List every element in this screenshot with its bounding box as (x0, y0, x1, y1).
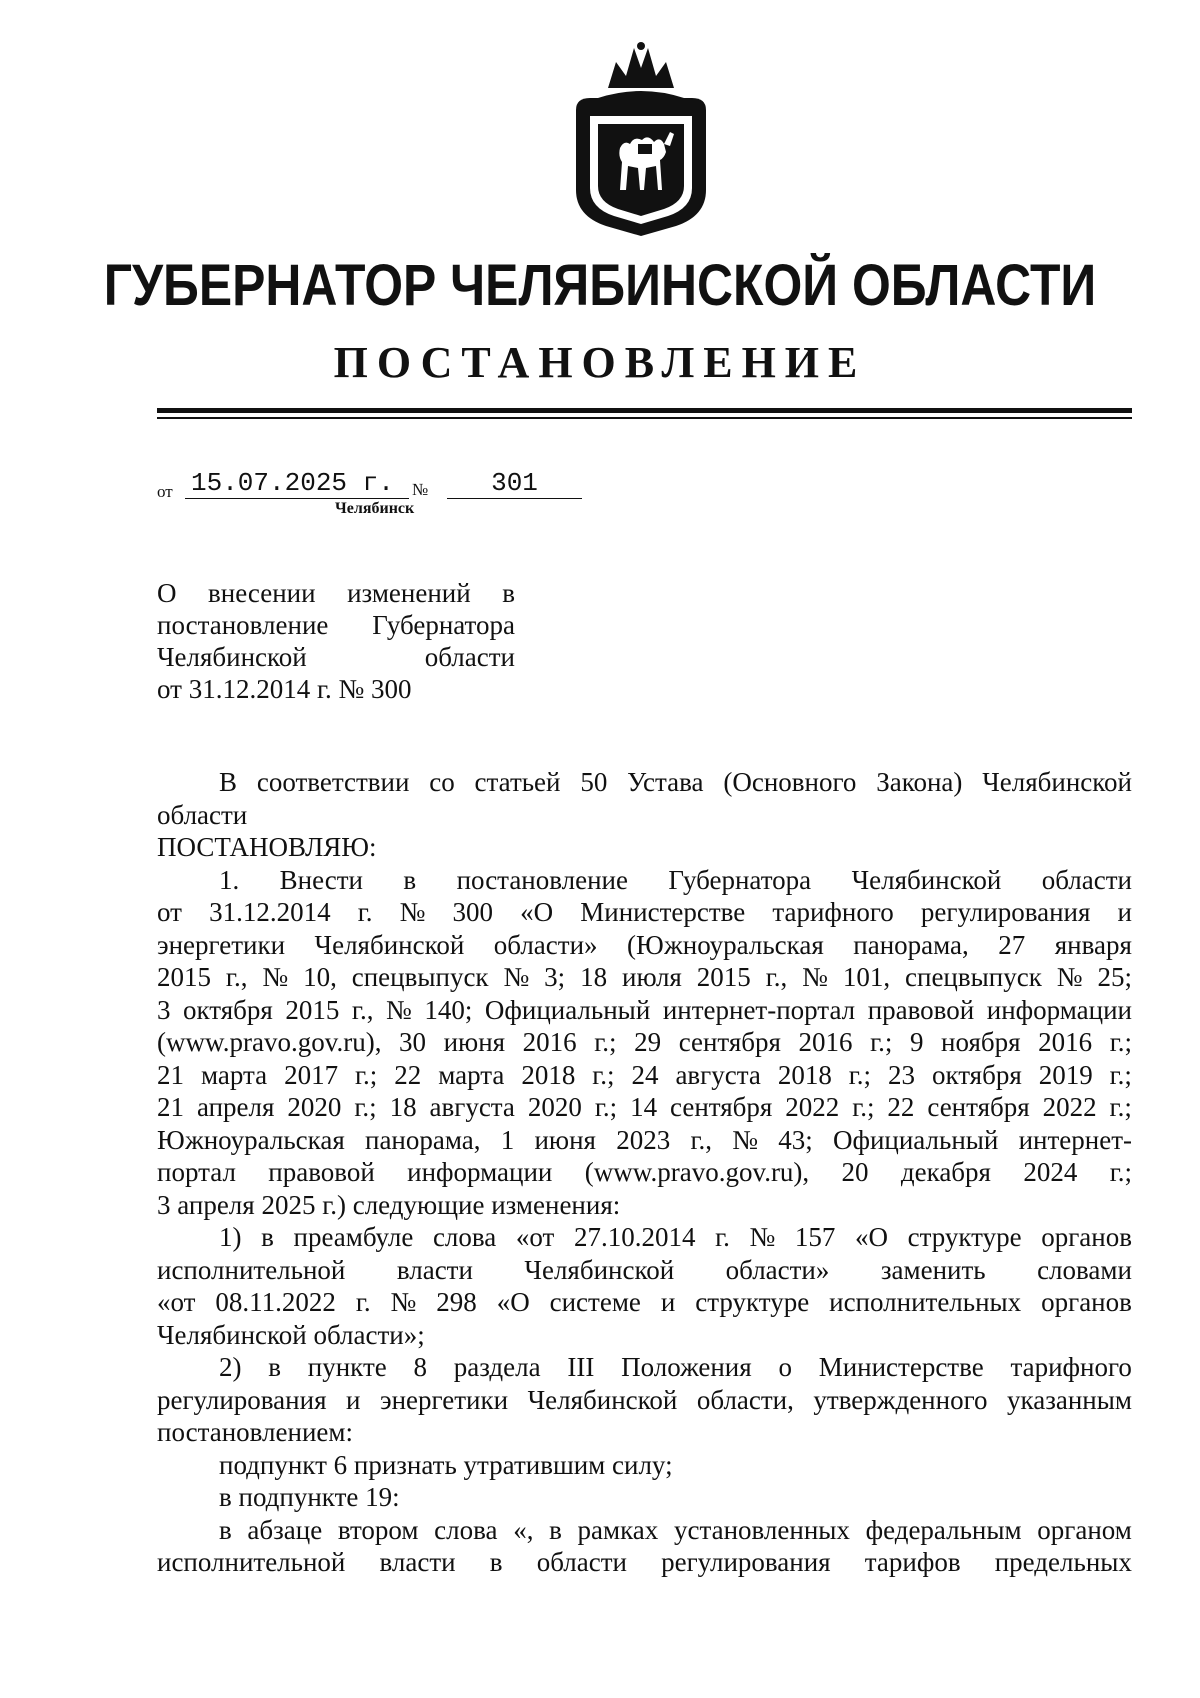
body-line: портал правовой информации (www.pravo.gov.ru), 20 декабря 2024 г.; (157, 1157, 1132, 1187)
body-line: постановлением: (157, 1417, 353, 1447)
body-line: 21 апреля 2020 г.; 18 августа 2020 г.; 14 сентября 2022 г.; 22 сентября 2022 г.; (157, 1092, 1132, 1122)
body-line: 2015 г., № 10, спецвыпуск № 3; 18 июля 2015 г., № 101, спецвыпуск № 25; (157, 962, 1132, 992)
body-line: Челябинской области»; (157, 1319, 425, 1350)
subject-line: от 31.12.2014 г. № 300 (157, 674, 412, 704)
body-line: энергетики Челябинской области» (Южноуральская панорама, 27 января (157, 929, 1132, 960)
body-line: исполнительной власти Челябинской области» заменить словами (157, 1254, 1132, 1285)
body-line: от 31.12.2014 г. № 300 «О Министерстве тарифного регулирования и (157, 897, 1132, 927)
body-line: исполнительной власти в области регулирования тарифов предельных (157, 1547, 1132, 1577)
body-line: 3 октября 2015 г., № 140; Официальный интернет-портал правовой информации (157, 994, 1132, 1025)
body-line: в подпункте 19: (219, 1482, 400, 1512)
coat-of-arms-emblem (568, 40, 714, 238)
document-type-title: ПОСТАНОВЛЕНИЕ (333, 338, 867, 387)
body-line: 3 апреля 2025 г.) следующие изменения: (157, 1189, 621, 1220)
body-line: области (157, 799, 248, 830)
body-line: регулирования и энергетики Челябинской области, утвержденного указанным (157, 1384, 1132, 1415)
body-line: 1) в преамбуле слова «от 27.10.2014 г. № 157 «О структуре органов (219, 1222, 1132, 1252)
city-label: Челябинск (335, 500, 415, 517)
document-number: 301 (447, 468, 582, 499)
header-rule-thin (157, 417, 1132, 419)
body-line: ПОСТАНОВЛЯЮ: (157, 832, 377, 862)
body-line: 21 марта 2017 г.; 22 марта 2018 г.; 24 августа 2018 г.; 23 октября 2019 г.; (157, 1059, 1132, 1090)
organization-title: ГУБЕРНАТОР ЧЕЛЯБИНСКОЙ ОБЛАСТИ (103, 253, 1097, 318)
document-date: 15.07.2025 г. (185, 468, 409, 499)
body-line: «от 08.11.2022 г. № 298 «О системе и структуре исполнительных органов (157, 1287, 1132, 1317)
body-line: в абзаце втором слова «, в рамках установленных федеральным органом (219, 1514, 1132, 1545)
header-rule-thick (157, 408, 1132, 413)
body-line: (www.pravo.gov.ru), 30 июня 2016 г.; 29 сентября 2016 г.; 9 ноября 2016 г.; (157, 1027, 1132, 1057)
subject-line: Челябинской области (157, 642, 515, 672)
body-line: 1. Внести в постановление Губернатора Челябинской области (219, 864, 1132, 895)
date-prefix-label: от (157, 482, 173, 501)
body-line: В соответствии со статьей 50 Устава (Основного Закона) Челябинской (219, 767, 1132, 797)
body-line: Южноуральская панорама, 1 июня 2023 г., № 43; Официальный интернет- (157, 1124, 1132, 1155)
document-subject (157, 577, 515, 705)
number-label: № (412, 480, 429, 499)
subject-line: постановление Губернатора (157, 610, 515, 640)
body-line: 2) в пункте 8 раздела III Положения о Министерстве тарифного (219, 1352, 1132, 1382)
document-body (157, 766, 1132, 1579)
body-line: подпункт 6 признать утратившим силу; (219, 1449, 673, 1480)
subject-line: О внесении изменений в (157, 578, 515, 608)
